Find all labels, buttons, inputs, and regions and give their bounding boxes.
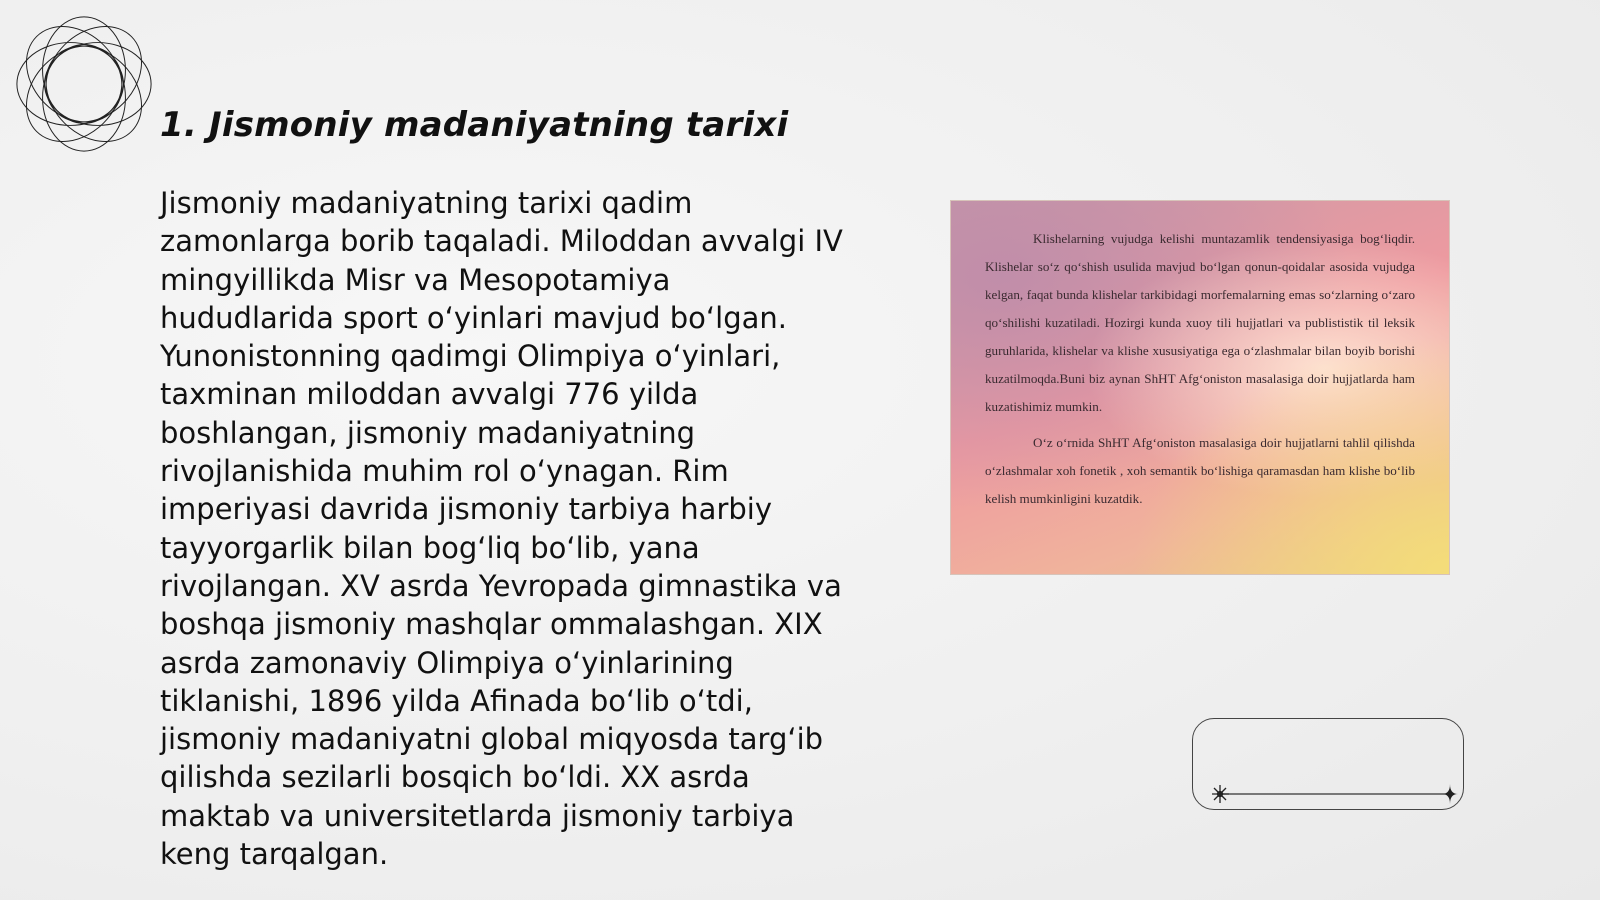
document-scan-image [950,200,1450,575]
circular-rosette-icon [10,10,158,158]
slide-title: 1. Jismoniy madaniyatning tarixi [160,105,789,145]
document-paragraph: Klishelarning vujudga kelishi muntazamlik tendensiyasiga bog‘liqdir. Klishelar so‘z qo‘shish usulida mavjud bo‘lgan qonun-qoidalar asosida vujudga kelgan, faqat bunda klishelar tarkibidagi morfemalarning emas so‘zlarning o‘zaro qo‘shilishi kuzatiladi. Hozirgi kunda xuoy tili hujjatlari va publististik til leksik guruhlarida, klishelar va klishe xususiyatiga ega o‘zlashmalar bilan boyib borishi kuzatilmoqda.Buni biz aynan ShHT Afg‘oniston masalasiga doir hujjatlarda ham kuzatishimiz mumkin. [985,231,1415,414]
document-paragraph: O‘z o‘rnida ShHT Afg‘oniston masalasiga doir hujjatlarni tahlil qilishda o‘zlashmalar xoh fonetik , xoh semantik bo‘lishiga qaramasdan ham klishe bo‘lib kelish mumkinligini kuzatdik. [985,435,1415,506]
star-icon [1442,784,1458,804]
slide-body-text: Jismoniy madaniyatning tarixi qadim zamonlarga borib taqaladi. Miloddan avvalgi IV mingyillikda Misr va Mesopotamiya hududlarida sport oʻyinlari mavjud boʻlgan. Yunonistonning qadimgi Olimpiya oʻyinlari, taxminan miloddan avvalgi 776 yilda boshlangan, jismoniy madaniyatning rivojlanishida muhim rol oʻynagan. Rim imperiyasi davrida jismoniy tarbiya harbiy tayyorgarlik bilan bogʻliq boʻlib, yana rivojlangan. XV asrda Yevropada gimnastika va boshqa jismoniy mashqlar ommalashgan. XIX asrda zamonaviy Olimpiya oʻyinlarining tiklanishi, 1896 yilda Afinada boʻlib oʻtdi, jismoniy madaniyatni global miqyosda targʻib qilishda sezilarli bosqich boʻldi. XX asrda maktab va universitetlarda jismoniy tarbiya keng tarqalgan. [160,186,843,872]
decorative-line [1212,782,1460,806]
sparkle-icon [1212,785,1229,803]
